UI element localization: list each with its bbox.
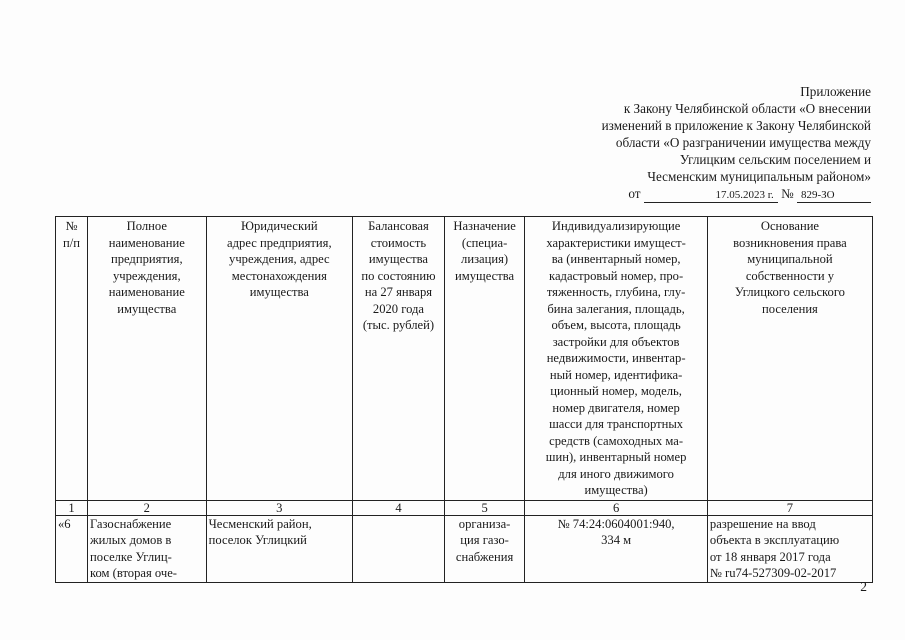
header-cell-name: Полное наименование предприятия, учреждения, наименование имущества — [87, 217, 206, 501]
column-number: 1 — [56, 500, 88, 515]
date-prefix: от — [628, 186, 641, 201]
row-name: Газоснабжение жилых домов в поселке Углиц- ком (вторая оче- — [87, 515, 206, 582]
header-cell-basis: Основание возникновения права муниципальной собственности у Углицкого сельского поселения — [707, 217, 872, 501]
column-number: 5 — [444, 500, 524, 515]
table-row — [56, 515, 873, 582]
header-cell-address: Юридический адрес предприятия, учреждения, адрес местонахождения имущества — [206, 217, 352, 501]
row-number: «6 — [56, 515, 88, 582]
column-number: 3 — [206, 500, 352, 515]
column-number: 2 — [87, 500, 206, 515]
header-cell-number: № п/п — [56, 217, 88, 501]
column-number-row — [56, 500, 873, 515]
row-basis: разрешение на ввод объекта в эксплуатацию от 18 января 2017 года № ru74-527309-02-2017 — [707, 515, 872, 582]
date-value: 17.05.2023 г. — [644, 189, 778, 203]
row-purpose: организа- ция газо- снабжения — [444, 515, 524, 582]
appendix-header — [541, 83, 871, 203]
appendix-date-line — [541, 185, 871, 203]
header-cell-characteristics: Индивидуализирующие характеристики имущест- ва (инвентарный номер, кадастровый номер, про- тяженность, глубина, глу- бина залегания, площадь, объем, высота, площадь застройки для объектов недвижимости, инвентар- ный номер, идентифика- ционный номер, модель, номер двигателя, номер шасси для транспортных средств (самоходных ма- шин), инвентарный номер для иного движимого имущества) — [525, 217, 708, 501]
page-number: 2 — [860, 579, 867, 594]
appendix-line-5: Чесменским муниципальным районом» — [647, 169, 871, 184]
table-header-row — [56, 217, 873, 501]
column-number: 7 — [707, 500, 872, 515]
appendix-line-4: Углицким сельским поселением и — [679, 152, 871, 167]
row-characteristics: № 74:24:0604001:940, 334 м — [525, 515, 708, 582]
property-table — [55, 216, 873, 583]
column-number: 6 — [525, 500, 708, 515]
row-address: Чесменский район, поселок Углицкий — [206, 515, 352, 582]
appendix-line-2: изменений в приложение к Закону Челябинской — [601, 118, 871, 133]
column-number: 4 — [353, 500, 445, 515]
appendix-line-3: области «О разграничении имущества между — [615, 135, 871, 150]
number-value: 829-ЗО — [797, 189, 871, 203]
appendix-title: Приложение — [800, 84, 871, 99]
number-prefix: № — [781, 186, 794, 201]
appendix-line-1: к Закону Челябинской области «О внесении — [623, 101, 871, 116]
header-cell-purpose: Назначение (специа- лизация) имущества — [444, 217, 524, 501]
header-cell-value: Балансовая стоимость имущества по состоянию на 27 января 2020 года (тыс. рублей) — [353, 217, 445, 501]
row-value — [353, 515, 445, 582]
